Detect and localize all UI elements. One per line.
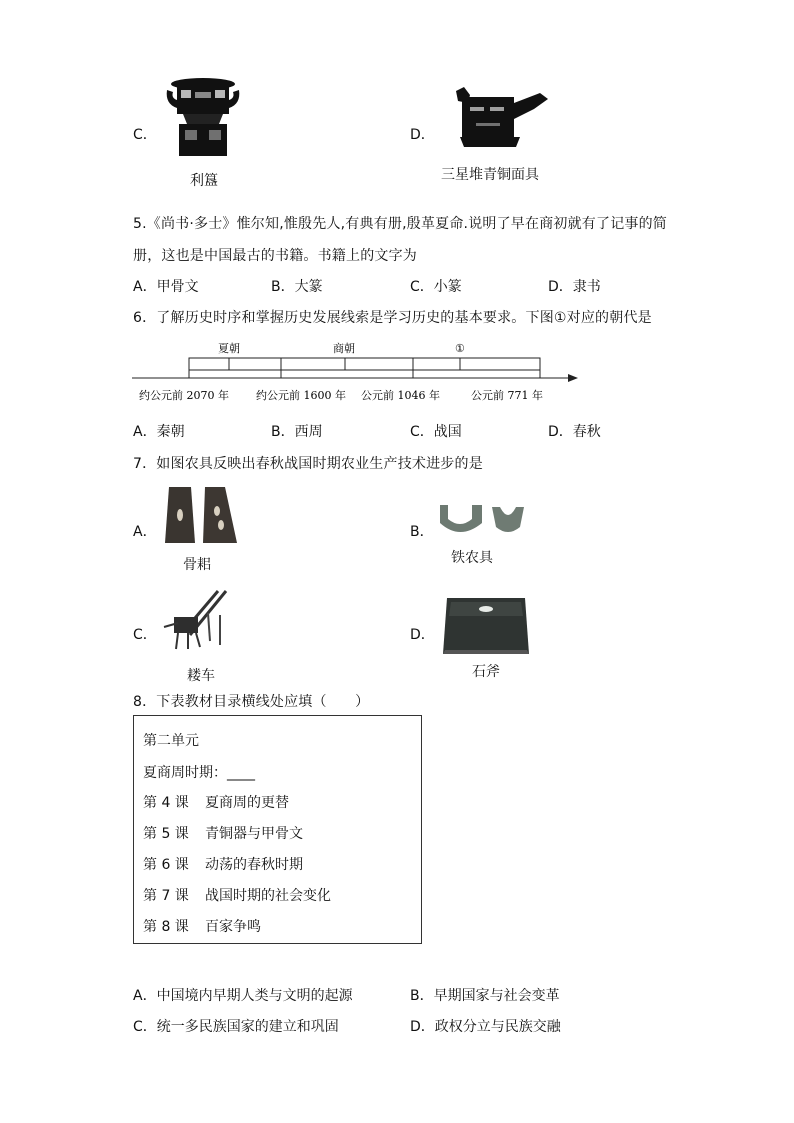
timeline-period-1: ① (455, 342, 465, 355)
timeline-date-2070: 约公元前 2070 年 (139, 389, 229, 402)
q6-stem: 6．了解历史时序和掌握历史发展线索是学习历史的基本要求。下图①对应的朝代是 (133, 310, 652, 326)
q7-stem: 7．如图农具反映出春秋战国时期农业生产技术进步的是 (133, 456, 483, 472)
lesson-title: 夏商周的更替 (205, 795, 289, 811)
textbook-contents-table (133, 715, 422, 944)
lesson-number: 第 7 课 (143, 888, 189, 904)
q7-option-a-caption: 骨耜 (183, 557, 211, 573)
dynasty-timeline (130, 338, 590, 408)
q8-option-a[interactable]: A．中国境内早期人类与文明的起源 (133, 988, 353, 1004)
timeline-date-771: 公元前 771 年 (471, 389, 543, 402)
table-row (143, 854, 303, 874)
q5-option-c[interactable]: C．小篆 (410, 279, 462, 295)
stone-axe-image (441, 596, 531, 656)
q4-option-d-caption: 三星堆青铜面具 (441, 167, 539, 183)
lesson-title: 战国时期的社会变化 (205, 888, 331, 904)
q7-option-d-caption: 石斧 (472, 664, 500, 680)
q7-option-c-caption: 耧车 (187, 668, 215, 684)
q6-option-d[interactable]: D．春秋 (548, 424, 601, 440)
lesson-title: 动荡的春秋时期 (205, 857, 303, 873)
table-row (143, 792, 289, 812)
table-row (143, 885, 331, 905)
q7-option-d-label[interactable]: D． (410, 627, 435, 643)
q6-option-b[interactable]: B．西周 (271, 424, 323, 440)
table-row (143, 916, 261, 936)
iron-farm-tools-image (438, 501, 526, 537)
q8-option-d[interactable]: D．政权分立与民族交融 (410, 1019, 561, 1035)
q8-stem: 8．下表教材目录横线处应填（ ） (133, 694, 370, 710)
lesson-title: 百家争鸣 (205, 919, 261, 935)
q6-option-a[interactable]: A．秦朝 (133, 424, 185, 440)
timeline-period-shang: 商朝 (333, 342, 355, 355)
bone-spade-image (163, 485, 239, 545)
q6-option-c[interactable]: C．战国 (410, 424, 462, 440)
lesson-number: 第 5 课 (143, 826, 189, 842)
q5-option-a[interactable]: A．甲骨文 (133, 279, 199, 295)
q5-stem-line1: 5.《尚书·多士》惟尔知,惟殷先人,有典有册,殷革夏命.说明了早在商初就有了记事的简 (133, 216, 668, 232)
lesson-title: 青铜器与甲骨文 (205, 826, 303, 842)
lesson-number: 第 4 课 (143, 795, 189, 811)
li-gui-bronze-vessel-image (165, 76, 241, 158)
q7-option-c-label[interactable]: C． (133, 627, 157, 643)
q7-option-a-label[interactable]: A． (133, 524, 157, 540)
table-row (143, 823, 303, 843)
timeline-date-1600: 约公元前 1600 年 (256, 389, 346, 402)
q7-option-b-caption: 铁农具 (451, 550, 493, 566)
sanxingdui-bronze-mask-image (450, 85, 550, 151)
table-unit-title: 第二单元 (143, 733, 199, 749)
q5-stem-line2: 册，这也是中国最古的书籍。书籍上的文字为 (133, 248, 417, 264)
q4-option-c-label: C． (133, 127, 157, 143)
q7-option-b-label[interactable]: B． (410, 524, 434, 540)
q4-option-c-caption: 利簋 (190, 173, 218, 189)
q5-option-b[interactable]: B．大篆 (271, 279, 323, 295)
q8-option-b[interactable]: B．早期国家与社会变革 (410, 988, 560, 1004)
lesson-number: 第 8 课 (143, 919, 189, 935)
q5-option-d[interactable]: D．隶书 (548, 279, 601, 295)
table-period-blank: 夏商周时期：____ (143, 765, 255, 781)
timeline-period-xia: 夏朝 (218, 342, 240, 355)
q8-option-c[interactable]: C．统一多民族国家的建立和巩固 (133, 1019, 339, 1035)
q4-option-d-label: D． (410, 127, 435, 143)
timeline-date-1046: 公元前 1046 年 (361, 389, 440, 402)
lesson-number: 第 6 课 (143, 857, 189, 873)
seed-drill-image (160, 587, 232, 655)
